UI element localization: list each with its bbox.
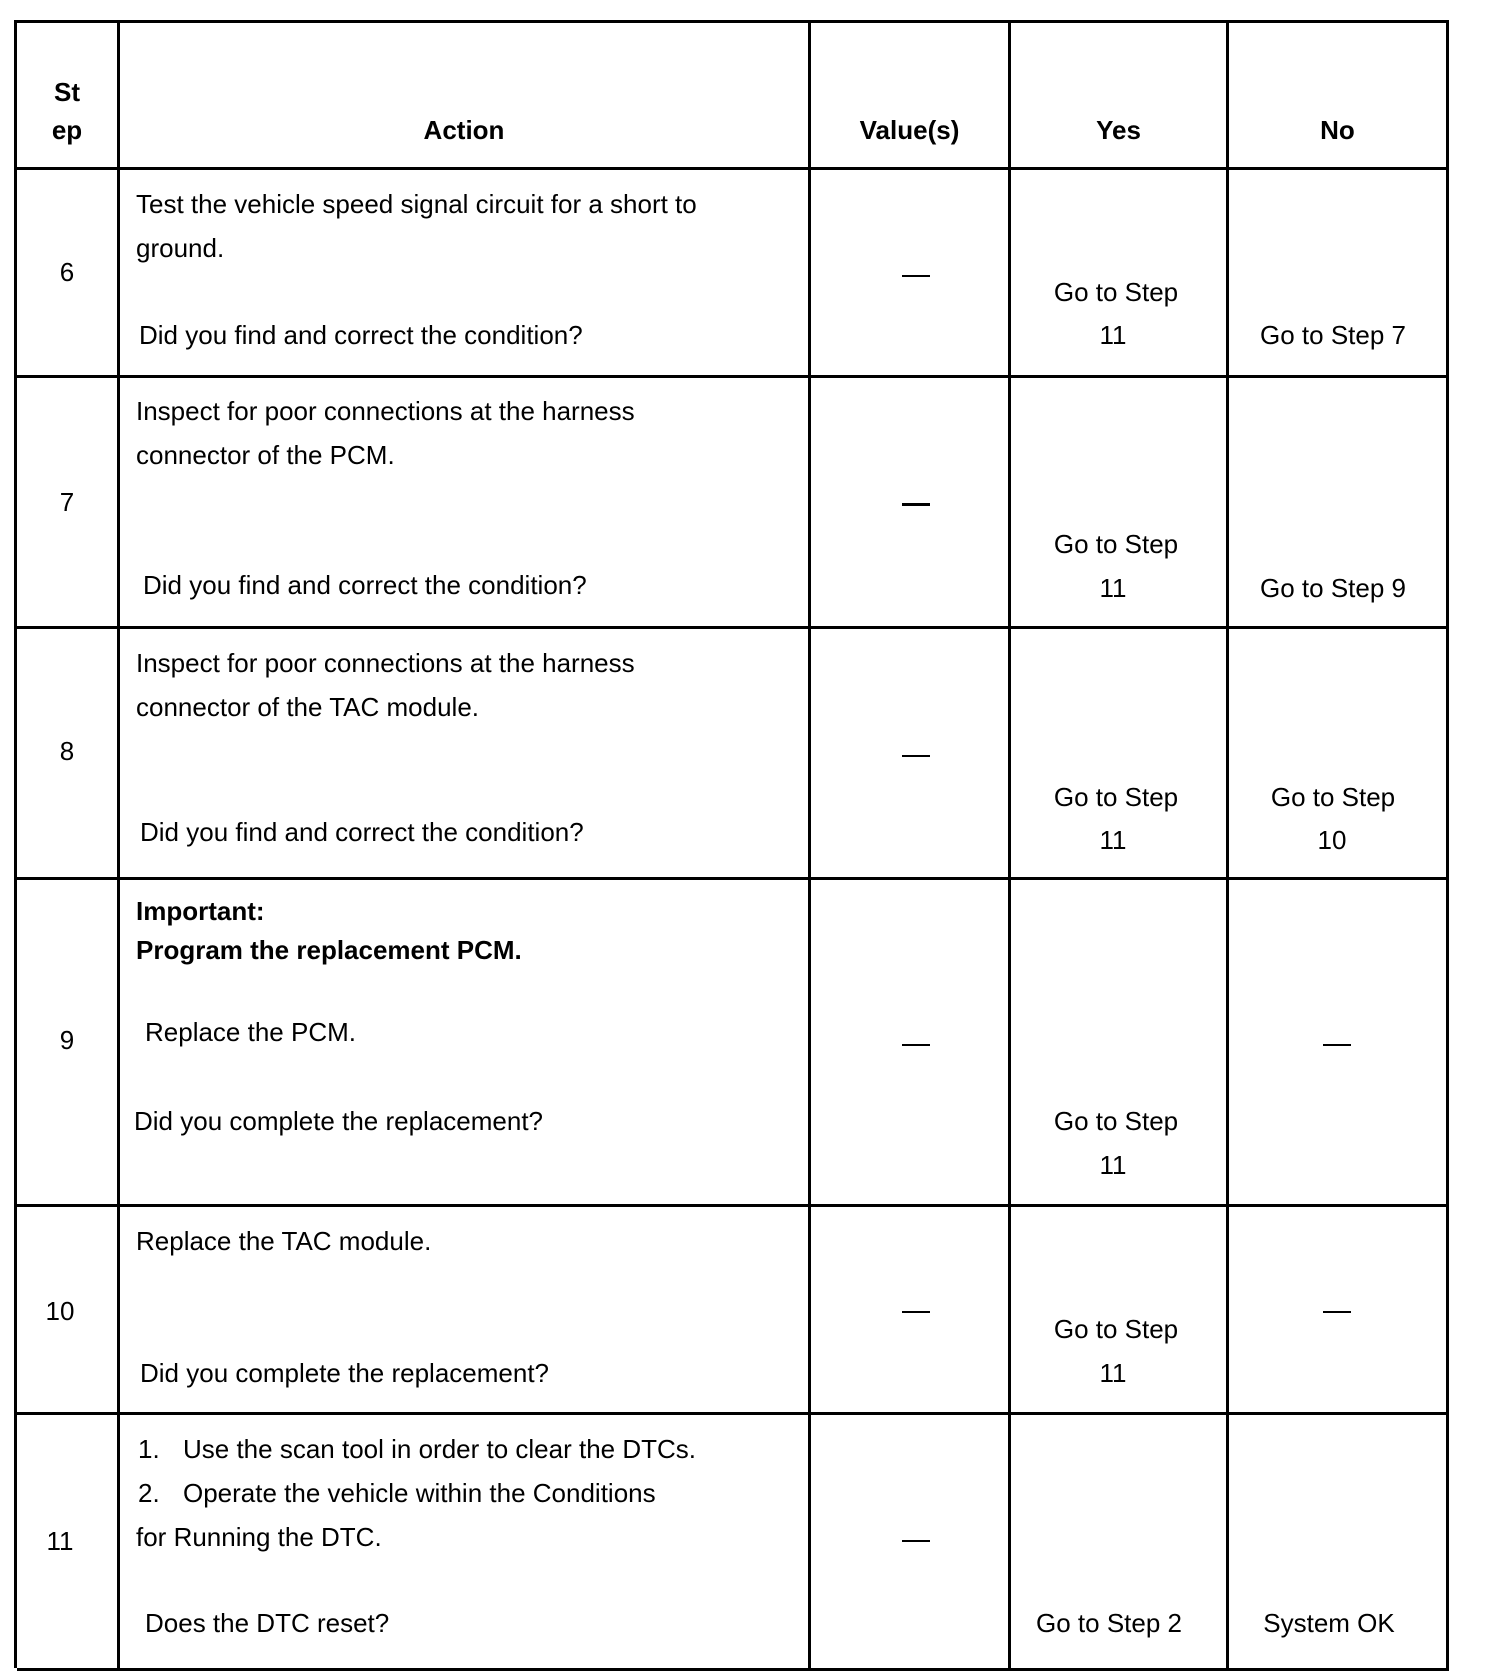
row-7-yes-line1: Go to Step [1053, 529, 1179, 559]
header-action: Action [423, 115, 505, 145]
header-values-cell [811, 23, 1011, 170]
row-8-yes-line2: 11 [1099, 825, 1127, 855]
header-values: Value(s) [859, 115, 960, 145]
row-10-action-cell [120, 1207, 811, 1415]
row-6-step-cell [17, 170, 120, 378]
row-11-step-cell [17, 1415, 120, 1671]
row-11-step: 11 [46, 1526, 74, 1556]
row-8-step: 8 [59, 736, 75, 766]
row-8-yes-line1: Go to Step [1053, 782, 1179, 812]
row-11-action-cell [120, 1415, 811, 1671]
row-7-step: 7 [59, 487, 75, 517]
row-11-no-cell [1229, 1415, 1449, 1671]
row-10-question: Did you complete the replacement? [140, 1358, 550, 1388]
row-11-value-dash [902, 1540, 930, 1542]
row-11-value-cell [811, 1415, 1011, 1671]
row-11-list-item2-cont: for Running the DTC. [136, 1522, 382, 1552]
row-6-yes-cell [1011, 170, 1229, 378]
row-9-action-cell [120, 880, 811, 1207]
row-6-action-line2: ground. [136, 233, 225, 263]
row-8-action-line2: connector of the TAC module. [136, 692, 480, 722]
row-9-action-line1: Replace the PCM. [145, 1017, 356, 1047]
row-6-yes-line1: Go to Step [1053, 277, 1179, 307]
row-10-yes-cell [1011, 1207, 1229, 1415]
row-8-step-cell [17, 629, 120, 880]
row-8-no-cell [1229, 629, 1449, 880]
row-9-value-cell [811, 880, 1011, 1207]
row-6-action-cell [120, 170, 811, 378]
row-9-yes-line1: Go to Step [1053, 1106, 1179, 1136]
row-7-action-line1: Inspect for poor connections at the harness [136, 396, 635, 426]
row-11-list-item1-num: 1. [138, 1434, 160, 1464]
row-11-no: System OK [1263, 1608, 1395, 1638]
row-8-value-cell [811, 629, 1011, 880]
row-9-step-cell [17, 880, 120, 1207]
header-action-cell [120, 23, 811, 170]
row-7-action-cell [120, 378, 811, 629]
row-6-no: Go to Step 7 [1260, 320, 1406, 350]
row-10-yes-line2: 11 [1099, 1358, 1127, 1388]
row-6-yes-line2: 11 [1099, 320, 1127, 350]
row-8-action-line1: Inspect for poor connections at the harness [136, 648, 635, 678]
row-9-no-dash [1323, 1044, 1351, 1046]
row-11-list-item2-text: Operate the vehicle within the Conditions [183, 1478, 656, 1508]
header-yes: Yes [1096, 115, 1141, 145]
header-step-line1: St [54, 77, 80, 107]
row-7-step-cell [17, 378, 120, 629]
row-9-important-text: Program the replacement PCM. [136, 935, 522, 965]
row-8-action-cell [120, 629, 811, 880]
header-step-cell [17, 23, 120, 170]
row-6-value-dash [902, 275, 930, 277]
header-no-cell [1229, 23, 1449, 170]
row-6-step: 6 [59, 257, 75, 287]
row-10-no-dash [1323, 1311, 1351, 1313]
row-8-question: Did you find and correct the condition? [140, 817, 584, 847]
row-8-no-line2: 10 [1317, 825, 1347, 855]
row-11-list-item1-text: Use the scan tool in order to clear the DTCs. [183, 1434, 697, 1464]
row-9-value-dash [902, 1044, 930, 1046]
row-10-action-line1: Replace the TAC module. [136, 1226, 432, 1256]
row-10-step-cell [17, 1207, 120, 1415]
row-8-yes-cell [1011, 629, 1229, 880]
row-7-no-cell [1229, 378, 1449, 629]
row-7-no: Go to Step 9 [1260, 573, 1406, 603]
row-11-yes-cell [1011, 1415, 1229, 1671]
row-6-value-cell [811, 170, 1011, 378]
row-6-question: Did you find and correct the condition? [139, 320, 583, 350]
header-no: No [1320, 115, 1355, 145]
row-9-important-label: Important: [136, 896, 265, 926]
row-6-action-line1: Test the vehicle speed signal circuit for a short to [136, 189, 697, 219]
row-10-yes-line1: Go to Step [1053, 1314, 1179, 1344]
row-7-value-cell [811, 378, 1011, 629]
row-8-no-line1: Go to Step [1270, 782, 1396, 812]
row-7-value-dash [902, 503, 930, 506]
row-8-value-dash [902, 755, 930, 757]
row-9-question: Did you complete the replacement? [134, 1106, 544, 1136]
row-11-question: Does the DTC reset? [145, 1608, 390, 1638]
row-6-no-cell [1229, 170, 1449, 378]
row-7-yes-cell [1011, 378, 1229, 629]
row-9-yes-cell [1011, 880, 1229, 1207]
diagnostic-table [14, 20, 1449, 1668]
row-10-no-cell [1229, 1207, 1449, 1415]
row-7-question: Did you find and correct the condition? [143, 570, 587, 600]
row-10-value-dash [902, 1311, 930, 1313]
row-9-no-cell [1229, 880, 1449, 1207]
header-yes-cell [1011, 23, 1229, 170]
header-step-line2: ep [51, 115, 83, 145]
row-10-step: 10 [45, 1296, 75, 1326]
row-9-yes-line2: 11 [1099, 1150, 1127, 1180]
row-9-step: 9 [59, 1025, 75, 1055]
row-10-value-cell [811, 1207, 1011, 1415]
row-11-list-item2-num: 2. [138, 1478, 160, 1508]
row-11-yes: Go to Step 2 [1036, 1608, 1182, 1638]
row-7-action-line2: connector of the PCM. [136, 440, 395, 470]
row-7-yes-line2: 11 [1099, 573, 1127, 603]
